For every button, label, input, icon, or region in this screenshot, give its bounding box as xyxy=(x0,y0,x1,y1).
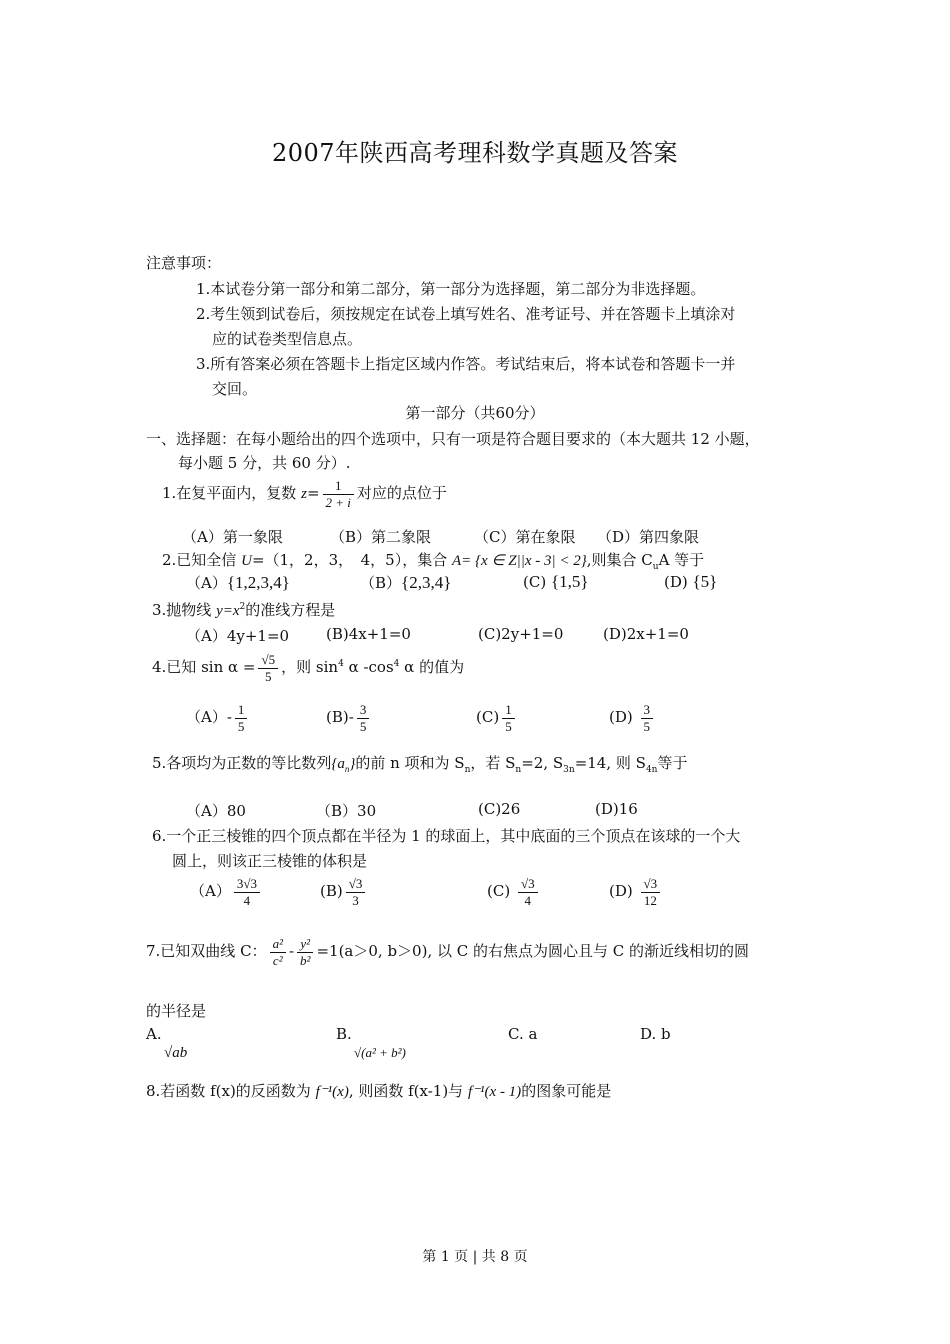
q2-option-d: (D) {5} xyxy=(664,572,718,591)
q6-option-a: （A） $\frac{3√3}{4}$ xyxy=(190,876,263,908)
q3-option-d: (D)2x+1=0 xyxy=(603,625,689,643)
section-instructions-1: 一、选择题：在每小题给出的四个选项中，只有一项是符合题目要求的（本大题共 12 小题， xyxy=(146,430,760,448)
notice-heading: 注意事项： xyxy=(146,254,222,272)
q3-option-a: （A）4y+1=0 xyxy=(186,627,290,645)
q1-option-a: （A）第一象限 xyxy=(182,528,283,546)
page-title: 2007年陕西高考理科数学真题及答案 xyxy=(271,139,679,167)
q5-option-a: （A）80 xyxy=(186,802,246,820)
q1-fraction: $\frac{1}{2 + i}$ xyxy=(323,478,354,510)
q4-option-c: (C) $\frac{1}{5}$ xyxy=(476,702,518,734)
question-6-line-1: 6.一个正三棱锥的四个顶点都在半径为 1 的球面上，其中底面的三个顶点在该球的一个大 xyxy=(152,827,741,845)
question-1: 1.在复平面内，复数 z= $\frac{1}{2 + i}$ 对应的点位于 xyxy=(162,478,447,510)
q5-option-d: (D)16 xyxy=(595,800,638,818)
q7-fraction-1: $\frac{\text{a²}}{\text{c²}}$ xyxy=(270,936,286,968)
q4-fraction: $\frac{√5}{5}$ xyxy=(258,652,278,684)
q1-option-b: （B）第二象限 xyxy=(330,528,432,546)
notice-item-2-cont: 应的试卷类型信息点。 xyxy=(212,330,363,348)
notice-item-3: 3.所有答案必须在答题卡上指定区域内作答。考试结束后，将本试卷和答题卡一并 xyxy=(196,355,736,373)
question-6-line-2: 圆上，则该正三棱锥的体积是 xyxy=(172,852,368,870)
q2-option-b: （B）{2,3,4} xyxy=(360,573,452,592)
part1-heading: 第一部分（共60分） xyxy=(405,404,545,422)
q5-sequence: $\{a_n\}$ xyxy=(331,756,356,774)
q7-option-a: A. √ab xyxy=(146,1025,188,1061)
q3-option-b: (B)4x+1=0 xyxy=(326,625,411,643)
q5-option-b: （B）30 xyxy=(316,802,377,820)
notice-item-1: 1.本试卷分第一部分和第二部分，第一部分为选择题，第二部分为非选择题。 xyxy=(196,280,706,298)
q2-option-c: (C) {1,5} xyxy=(523,572,589,591)
q1-option-d: （D）第四象限 xyxy=(597,528,700,546)
q7-option-b: B. √(a² + b²) xyxy=(336,1025,406,1060)
question-5: 5.各项均为正数的等比数列$\{a_n\}$的前 n 项和为 $S_n$，若 $S_n=2$, $S_{3n}=14$, 则 $S_{4n}$等于 xyxy=(152,754,688,775)
notice-item-2: 2.考生领到试卷后，须按规定在试卷上填写姓名、准考证号、并在答题卡上填涂对 xyxy=(196,305,736,323)
q6-option-c: (C) $\frac{√3}{4}$ xyxy=(487,876,541,908)
question-7-line-2: 的半径是 xyxy=(146,1002,207,1020)
q6-option-b: (B) $\frac{√3}{3}$ xyxy=(320,876,368,908)
q7-option-d: D. b xyxy=(640,1025,671,1043)
q4-option-d: (D) $\frac{3}{5}$ xyxy=(609,702,656,734)
question-7: 7.已知双曲线 C： $\frac{\text{a²}}{\text{c²}}$ - $\frac{\text{y²}}{\text{b²}}$ =1(a＞0, b＞0), 以 C 的右焦点为圆心且与 C 的渐近线相切的圆 xyxy=(146,936,750,968)
q7-option-c: C. a xyxy=(508,1025,538,1043)
section-instructions-2: 每小题 5 分，共 60 分）. xyxy=(178,454,351,472)
q4-option-a: （A）- $\frac{1}{5}$ xyxy=(186,702,250,734)
q5-option-c: (C)26 xyxy=(478,800,521,818)
q4-option-b: (B)- $\frac{3}{5}$ xyxy=(326,702,372,734)
question-2: 2.已知全信 U=（1，2，3， 4，5），集合 A= {x ∈ Z||x - 3| < 2},则集合 $C_uA$ 等于 xyxy=(162,551,705,572)
page-footer: 第 1 页 | 共 8 页 xyxy=(422,1249,528,1265)
question-4: 4.已知 sin α = $\frac{√5}{5}$ ，则 $\sin^4 \alpha$ $-\cos^4$ α 的值为 xyxy=(152,652,465,684)
q6-option-d: (D) $\frac{√3}{12}$ xyxy=(609,876,663,908)
q2-option-a: （A）{1,2,3,4} xyxy=(186,573,290,592)
question-3: 3.抛物线 $y=x^2$的准线方程是 xyxy=(152,601,336,619)
q3-option-c: (C)2y+1=0 xyxy=(478,625,564,643)
q7-fraction-2: $\frac{\text{y²}}{\text{b²}}$ xyxy=(297,936,313,968)
notice-item-3-cont: 交回。 xyxy=(212,380,258,398)
q1-option-c: （C）第在象限 xyxy=(474,528,576,546)
question-8: 8.若函数 f(x)的反函数为 f⁻¹(x), 则函数 f(x-1)与 f⁻¹(x - 1)的图象可能是 xyxy=(146,1082,612,1100)
